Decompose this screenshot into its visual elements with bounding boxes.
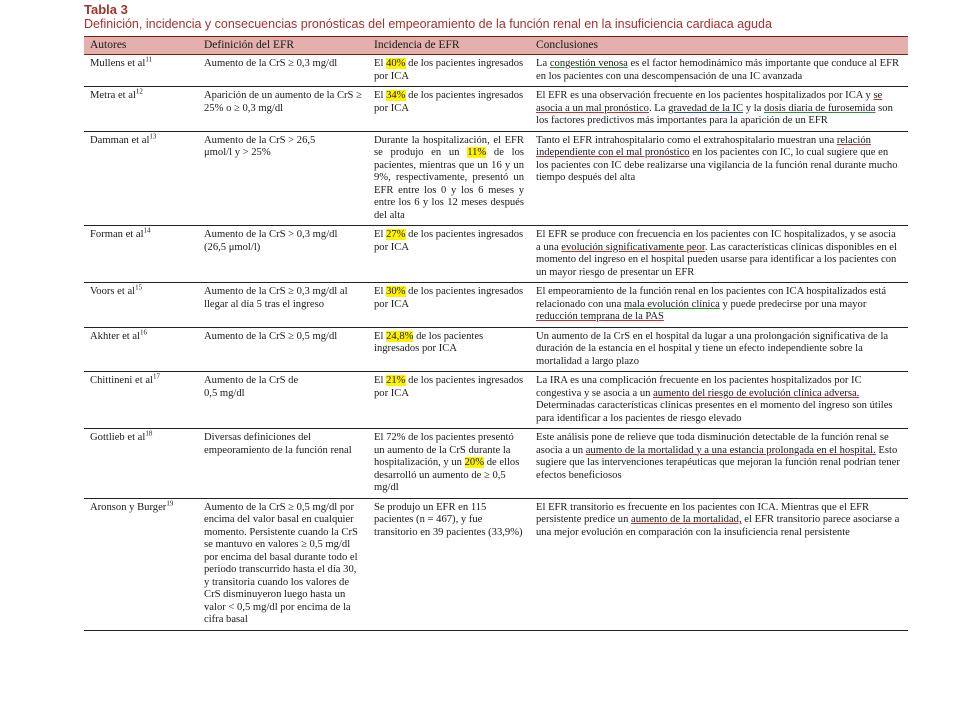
conclusion-text: y la (743, 102, 764, 114)
table-row (84, 87, 908, 132)
header-conclusiones: Conclusiones (530, 37, 908, 55)
conclusion-text: Determinadas características clínicas presentes en el momento del ingreso son útiles para identificar a los pacientes de riesgo elevado (536, 400, 893, 424)
incidence-text: de los pacientes ingresados por ICA (374, 286, 524, 310)
conclusion-cell (530, 226, 908, 283)
incidence-cell (368, 429, 530, 499)
conclusion-cell (530, 87, 908, 132)
reference-number: 14 (143, 226, 151, 235)
incidence-cell (368, 327, 530, 372)
reference-number: 18 (145, 429, 153, 438)
incidence-text: de los pacientes, mientras que un 16 y un 9%, respectivamente, presentó un EFR entre los 0 y los 6 meses y entre los 6 y los 12 meses después del alta (374, 147, 524, 221)
reference-number: 12 (135, 87, 143, 96)
conclusion-text: El EFR se produce con frecuencia en los pacientes con IC hospitalizados, y se asocia a una (536, 229, 896, 253)
reference-number: 11 (145, 55, 153, 64)
table-row (84, 283, 908, 328)
underlined-phrase: relación independiente con el mal pronóstico (536, 134, 871, 158)
document-page (84, 3, 908, 631)
author-cell (84, 55, 198, 87)
conclusion-cell (530, 131, 908, 226)
reference-number: 17 (152, 372, 160, 381)
header-incidencia: Incidencia de EFR (368, 37, 530, 55)
table-header-row (84, 37, 908, 55)
author-cell (84, 327, 198, 372)
underlined-phrase: aumento del riesgo de evolución clínica adversa. (653, 387, 860, 399)
table-row (84, 131, 908, 226)
definition-cell: Aparición de un aumento de la CrS ≥ 25% o ≥ 0,3 mg/dl (198, 87, 368, 132)
underlined-phrase: se asocia a un mal pronóstico (536, 90, 883, 114)
incidence-cell (368, 498, 530, 630)
incidence-text: de los pacientes ingresados por ICA (374, 375, 524, 399)
conclusion-cell (530, 429, 908, 499)
reference-number: 13 (149, 131, 157, 140)
incidence-text: El (374, 286, 387, 297)
incidence-highlight: 20% (464, 457, 485, 468)
incidence-text: de los pacientes ingresados por ICA (374, 90, 524, 114)
conclusion-cell (530, 283, 908, 328)
conclusion-cell (530, 498, 908, 630)
table-row (84, 327, 908, 372)
incidence-highlight: 34% (386, 90, 406, 101)
table-row (84, 429, 908, 499)
table-row (84, 55, 908, 87)
incidence-text: de ellos desarrolló un aumento de ≥ 0,5 mg/dl (374, 457, 520, 493)
conclusion-cell (530, 327, 908, 372)
incidence-cell (368, 87, 530, 132)
incidence-highlight: 21% (386, 375, 406, 386)
incidence-highlight: 27% (386, 229, 406, 240)
reference-number: 19 (166, 498, 174, 507)
author-cell (84, 87, 198, 132)
conclusion-text: y puede predecirse por una mayor (719, 298, 867, 310)
data-table (84, 36, 908, 631)
incidence-text: Durante la hospitalización, el EFR se produjo en un (374, 134, 524, 158)
header-definicion: Definición del EFR (198, 37, 368, 55)
incidence-text: El (374, 375, 387, 386)
definition-cell: Aumento de la CrS > 0,3 mg/dl (26,5 μmol/l) (198, 226, 368, 283)
definition-cell: Aumento de la CrS ≥ 0,5 mg/dl por encima del valor basal en cualquier momento. Persistente cuando la CrS se mantuvo en valores ≥ 0,5 mg/dl por encima del basal durante todo el periodo transcurrido hasta el día 30, y transitoria cuando los valores de CrS disminuyeron luego hasta un valor < 0,5 mg/dl por encima de la cifra basal (198, 498, 368, 630)
conclusion-text: Tanto el EFR intrahospitalario como el extrahospitalario muestran una (536, 134, 837, 146)
underlined-phrase: aumento de la mortalidad y a una estancia prolongada en el hospital. (585, 444, 876, 456)
conclusion-text: El empeoramiento de la función renal en los pacientes con ICA hospitalizados está relacionado con una (536, 286, 887, 310)
author-name: Damman et al (90, 134, 150, 146)
author-cell (84, 372, 198, 429)
incidence-cell (368, 283, 530, 328)
incidence-cell (368, 226, 530, 283)
author-cell (84, 283, 198, 328)
reference-number: 15 (135, 283, 143, 292)
incidence-text: Se produjo un EFR en 115 pacientes (n = 467), y fue transitorio en 39 pacientes (33,9%) (374, 501, 523, 538)
incidence-text: El (374, 330, 387, 342)
underlined-phrase: reducción temprana de la PAS (536, 311, 664, 322)
incidence-text: de los pacientes ingresados por ICA (374, 330, 484, 354)
author-name: Gottlieb et al (90, 432, 146, 443)
incidence-highlight: 30% (386, 286, 406, 297)
incidence-highlight: 24,8% (386, 330, 414, 342)
conclusion-text: La IRA es una complicación frecuente en los pacientes hospitalizados por IC congestiva y se asocia a un (536, 375, 862, 399)
conclusion-cell (530, 372, 908, 429)
table-row (84, 498, 908, 630)
incidence-text: El 72% de los pacientes presentó un aumento de la CrS durante la hospitalización, y un (374, 432, 514, 468)
table-title: Tabla 3 (84, 2, 128, 17)
conclusion-text: El EFR transitorio es frecuente en los pacientes con ICA. Mientras que el EFR persistente predice un (536, 501, 870, 525)
author-name: Metra et al (90, 90, 136, 101)
underlined-phrase: gravedad de la IC (668, 102, 744, 114)
conclusion-text: el EFR transitorio parece asociarse a una mejor evolución en comparación con la insuficiencia renal persistente (536, 514, 900, 538)
incidence-text: El (374, 229, 387, 240)
underlined-phrase: mala evolución clínica (623, 298, 720, 310)
author-name: Forman et al (90, 229, 144, 240)
author-name: Mullens et al (90, 58, 146, 69)
author-name: Akhter et al (90, 330, 141, 342)
conclusion-text: . Las características clínicas disponibles en el momento del ingreso en el hospital pueden usarse para identificar a los pacientes con un mayor riesgo de presentar un EFR (536, 241, 897, 278)
underlined-phrase: aumento de la mortalidad, (631, 514, 742, 525)
incidence-cell (368, 55, 530, 87)
conclusion-text: Este análisis pone de relieve que toda disminución detectable de la función renal se asocia a un (536, 432, 889, 456)
definition-cell: Aumento de la CrS ≥ 0,5 mg/dl (198, 327, 368, 372)
definition-cell: Aumento de la CrS de 0,5 mg/dl (198, 372, 368, 429)
conclusion-text: La (536, 58, 550, 69)
incidence-cell (368, 131, 530, 226)
author-cell (84, 226, 198, 283)
underlined-phrase: congestión venosa (549, 58, 628, 69)
author-cell (84, 498, 198, 630)
underlined-phrase: dosis diaria de furosemida (764, 102, 876, 114)
author-name: Voors et al (90, 286, 136, 297)
author-cell (84, 131, 198, 226)
author-name: Aronson y Burger (90, 501, 167, 513)
incidence-cell (368, 372, 530, 429)
incidence-text: de los pacientes ingresados por ICA (374, 229, 524, 253)
incidence-text: El (374, 58, 387, 69)
incidence-highlight: 11% (467, 147, 487, 158)
conclusion-text: son los factores predictivos más importantes para la aparición de un EFR (536, 102, 893, 126)
table-caption: Definición, incidencia y consecuencias pronósticas del empeoramiento de la función renal en la insuficiencia cardiaca aguda (84, 17, 772, 31)
author-cell (84, 429, 198, 499)
author-name: Chittineni et al (90, 375, 153, 386)
definition-cell: Aumento de la CrS > 26,5 μmol/l y > 25% (198, 131, 368, 226)
incidence-highlight: 40% (386, 58, 406, 69)
conclusion-text: es el factor hemodinámico más importante que conduce al EFR en los pacientes con una descompensación de una IC avanzada (536, 58, 900, 82)
conclusion-text: en los pacientes con IC, lo cual sugiere que en los pacientes con IC debe realizarse una vigilancia de la función renal durante mucho tiempo después del alta (536, 147, 898, 183)
conclusion-text: Un aumento de la CrS en el hospital da lugar a una prolongación significativa de la duración de la estancia en el hospital y tiene un efecto independiente sobre la mortalidad a largo plazo (536, 330, 889, 367)
table-row (84, 226, 908, 283)
conclusion-text: . La (648, 102, 669, 114)
definition-cell: Diversas definiciones del empeoramiento de la función renal (198, 429, 368, 499)
header-autores: Autores (84, 37, 198, 55)
definition-cell: Aumento de la CrS ≥ 0,3 mg/dl al llegar al día 5 tras el ingreso (198, 283, 368, 328)
conclusion-text: El EFR es una observación frecuente en los pacientes hospitalizados por ICA y (536, 90, 874, 101)
reference-number: 16 (140, 327, 148, 336)
conclusion-cell (530, 55, 908, 87)
underlined-phrase: evolución significativamente peor (561, 241, 705, 253)
definition-cell: Aumento de la CrS ≥ 0,3 mg/dl (198, 55, 368, 87)
incidence-text: El (374, 90, 387, 101)
conclusion-text: Esto sugiere que las intervenciones terapéuticas que mejoran la función renal podrían tener efectos beneficiosos (536, 444, 900, 481)
incidence-text: de los pacientes ingresados por ICA (374, 58, 524, 82)
table-row (84, 372, 908, 429)
